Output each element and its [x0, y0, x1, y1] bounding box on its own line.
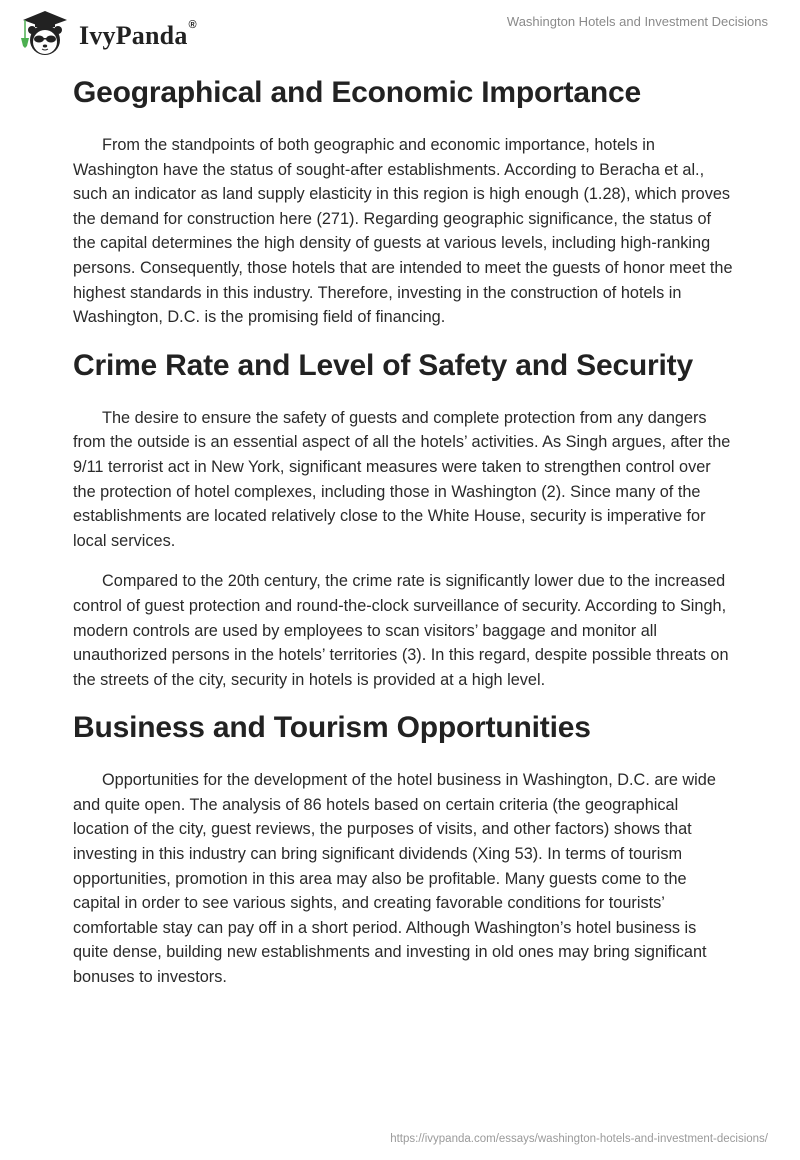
page-header — [0, 0, 800, 60]
panda-graduate-icon — [17, 8, 73, 58]
section-business-tourism — [73, 706, 733, 989]
paragraph: From the standpoints of both geographic and economic importance, hotels in Washington have the status of sought-after establishments. According to Beracha et al., such an indicator as land supply elasticity in this region is high enough (1.28), which proves the demand for construction here (271). Regarding geographic significance, the status of the capital determines the high density of guests at various levels, including high-ranking persons. Consequently, those hotels that are intended to meet the guests of honor meet the highest standards in this industry. Therefore, investing in the construction of hotels in Washington, D.C. is the promising field of financing. — [73, 136, 733, 327]
section-crime-rate-safety — [73, 344, 733, 693]
logo-brand-text: IvyPanda — [79, 21, 188, 50]
essay-content — [73, 68, 733, 990]
paragraph: The desire to ensure the safety of guests and complete protection from any dangers from the outside is an essential aspect of all the hotels’ activities. As Singh argues, after the 9/11 terrorist act in New York, significant measures were taken to strengthen control over the protection of hotel complexes, including those in Washington (2). Since many of the establishments are located relatively close to the White House, security is imperative for local services. — [73, 408, 731, 550]
section-geographical-economic-importance — [73, 71, 733, 330]
ivypanda-logo[interactable] — [17, 8, 197, 58]
section-heading: Geographical and Economic Importance — [73, 76, 641, 109]
paragraph: Compared to the 20th century, the crime rate is significantly lower due to the increased control of guest protection and round-the-clock surveillance of security. According to Singh, modern controls are used by employees to scan visitors’ baggage and monitor all unauthorized persons in the hotels’ territories (3). In this regard, despite possible threats on the streets of the city, security in hotels is provided at a high level. — [73, 572, 729, 689]
paragraph: Opportunities for the development of the hotel business in Washington, D.C. are wide and quite open. The analysis of 86 hotels based on certain criteria (the geographical location of the city, guest reviews, the purposes of visits, and other factors) shows that investing in this industry can bring significant dividends (Xing 53). In terms of tourism opportunities, promotion in this area may also be profitable. Many guests come to the capital in order to see various sights, and creating favorable conditions for tourists’ comfortable stay can pay off in a short period. Although Washington’s hotel business is quite dense, building new establishments and investing in old ones may bring significant bonuses to investors. — [73, 771, 716, 987]
source-url-link[interactable]: https://ivypanda.com/essays/washington-hotels-and-investment-decisions/ — [390, 1133, 768, 1145]
section-heading: Business and Tourism Opportunities — [73, 711, 591, 745]
document-title: Washington Hotels and Investment Decisions — [506, 14, 768, 29]
registered-mark: ® — [188, 19, 197, 31]
logo-wordmark — [79, 21, 197, 51]
section-heading: Crime Rate and Level of Safety and Security — [73, 348, 693, 382]
